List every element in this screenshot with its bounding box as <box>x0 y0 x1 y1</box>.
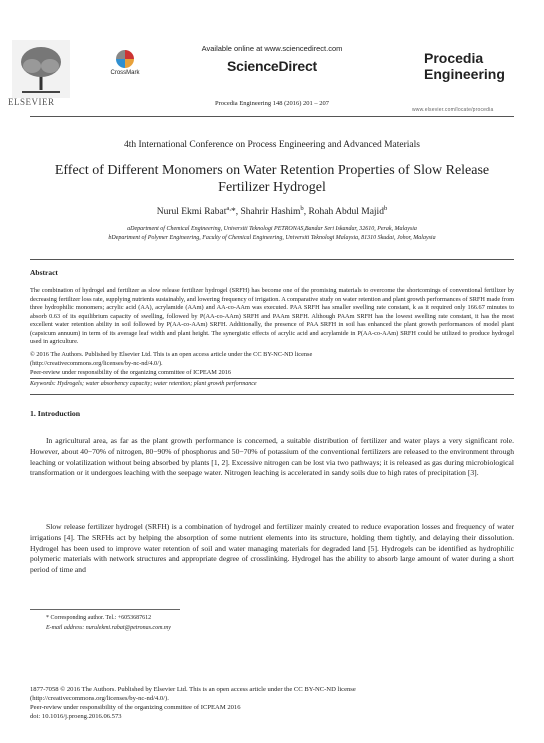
bottom-license-line: 1877-7058 © 2016 The Authors. Published by Elsevier Ltd. This is an open access article under the CC BY-NC-ND license <box>30 686 356 693</box>
procedia-title-line1: Procedia <box>424 50 484 66</box>
keywords-label: Keywords: <box>30 381 56 387</box>
header-divider <box>30 116 514 117</box>
abstract-heading: Abstract <box>30 268 58 277</box>
author-2-affiliation-mark: b <box>300 205 304 212</box>
abstract-top-divider <box>30 259 514 260</box>
peer-review-note: Peer-review under responsibility of the organizing committee of ICPEAM 2016 <box>30 369 232 376</box>
sciencedirect-wordmark: ScienceDirect <box>226 58 317 74</box>
available-online: Available online at www.sciencedirect.com <box>201 44 343 53</box>
license-link[interactable]: (http://creativecommons.org/licenses/by-nc-nd/4.0/). <box>30 360 163 367</box>
abstract-text: The combination of hydrogel and fertilizer as slow release fertilizer hydrogel (SRFH) has become one of the promising materials to overcome the shortcomings of conventional fertilizer by decreasing fertilizer loss rate, supplying nutrients sustainably, and lowering frequency of irrigation. A comparative study on water retention and plant growth performances of SRFH made from three hydrophilic monomers; acrylic acid (AA), acrylamide (AAm) and AA-co-AAm was executed. PAA SRFH has smaller swelling rate constant, k as it required only 166.67 minutes to absorb 0.63 of its equilibrium capacity of swelling, followed by P(AA-co-AAm) SRFH and PAAm SRFH. Although PAAm SRFH has the lowest swelling rate constant, it has the most excellent water retention ability in soil followed by P(AA-co-AAm) SRFH. Additionally, the presence of PAA SRFH in soil has enhanced the plant growth performances of model plant (capsicum annuum) in term of its average leaf width and plant height. The synergistic effects of acrylic acid and acrylamide in P(AA-co-AAm) SRFH could be utilized to produce hydrogel used in agriculture. <box>30 287 514 345</box>
keywords-list: Hydrogels; water absorbency capacity; water retention; plant growth performance <box>55 381 257 387</box>
elsevier-wordmark: ELSEVIER <box>8 97 55 107</box>
procedia-url[interactable]: www.elsevier.com/locate/procedia <box>412 107 494 113</box>
affiliation-b: bDepartment of Polymer Engineering, Faculty of Chemical Engineering, Universiti Teknologi Malaysia, 81310 Skudai, Johor, Malaysia <box>108 235 436 241</box>
introduction-heading: 1. Introduction <box>30 409 81 418</box>
author-3: , Rohah Abdul Majid <box>303 207 384 218</box>
bottom-peer-review: Peer-review under responsibility of the organizing committee of ICPEAM 2016 <box>30 704 241 711</box>
conference-name: 4th International Conference on Process Engineering and Advanced Materials <box>124 140 420 150</box>
procedia-engineering-logo <box>424 50 508 102</box>
bottom-license-link[interactable]: (http://creativecommons.org/licenses/by-nc-nd/4.0/). <box>30 695 169 702</box>
corresponding-author-note: * Corresponding author. Tel.: +6053687612 <box>46 615 152 621</box>
keywords-divider <box>30 378 514 379</box>
journal-reference: Procedia Engineering 148 (2016) 201 – 207 <box>214 100 330 107</box>
footnote-divider <box>30 609 180 610</box>
author-list <box>0 205 544 217</box>
introduction-paragraph-2: Slow release fertilizer hydrogel (SRFH) is a combination of hydrogel and fertilizer mainly created to reduce evaporation losses and frequency of water irrigations [4]. The SRFHs act by helping the absorption of some nutrient elements into its structure, holding them tightly, and delaying their dissolution. Hydrogel has been used to improve water retention of soil and water managing materials for degraded land [5]. Hydrogels can be identified as hydrophilic polymeric materials with network structures and appropriate degree of crosslinking. Hydrogel has the ability to absorb large amount of water during a short period of time and <box>30 522 514 575</box>
author-3-affiliation-mark: b <box>383 205 388 212</box>
corresponding-author-email: E-mail address: nurulekmi.rabat@petronas.com.my <box>46 625 171 631</box>
author-1: Nurul Ekmi Rabat <box>156 207 227 218</box>
author-1-affiliation-mark: a, <box>226 205 231 212</box>
keywords <box>30 381 514 387</box>
introduction-paragraph-1: In agricultural area, as far as the plant growth performance is concerned, a suitable distribution of fertilizer and water plays a very significant role. However, about 40−70% of nitrogen, 80−90% of phosphorus and 50−70% of potassium of the conventional fertilizers are released to the environment through leaching or volatilization without being absorbed by plants [1, 2]. Excessive nitrogen can be lost via two pathways; it is released as gas during microbiological transformation or it undergoes leaching with the seepage water. Nitrogen leaching is accelerated in sandy soils due to high rates of precipitation [3]. <box>30 436 514 478</box>
abstract-bottom-divider <box>30 394 514 395</box>
doi[interactable]: doi: 10.1016/j.proeng.2016.06.573 <box>30 713 122 720</box>
crossmark-label: CrossMark <box>110 70 140 76</box>
author-2: *, Shahrir Hashim <box>230 207 301 218</box>
affiliation-a: aDepartment of Chemical Engineering, Universiti Teknologi PETRONAS,Bandar Seri Iskandar, 32610, Perak, Malaysia <box>127 226 417 232</box>
license-line-1: © 2016 The Authors. Published by Elsevier Ltd. This is an open access article under the CC BY-NC-ND license <box>30 351 313 358</box>
procedia-title-line2: Engineering <box>424 66 505 82</box>
paper-title: Effect of Different Monomers on Water Retention Properties of Slow Release Fertilizer Hydrogel <box>54 163 490 195</box>
